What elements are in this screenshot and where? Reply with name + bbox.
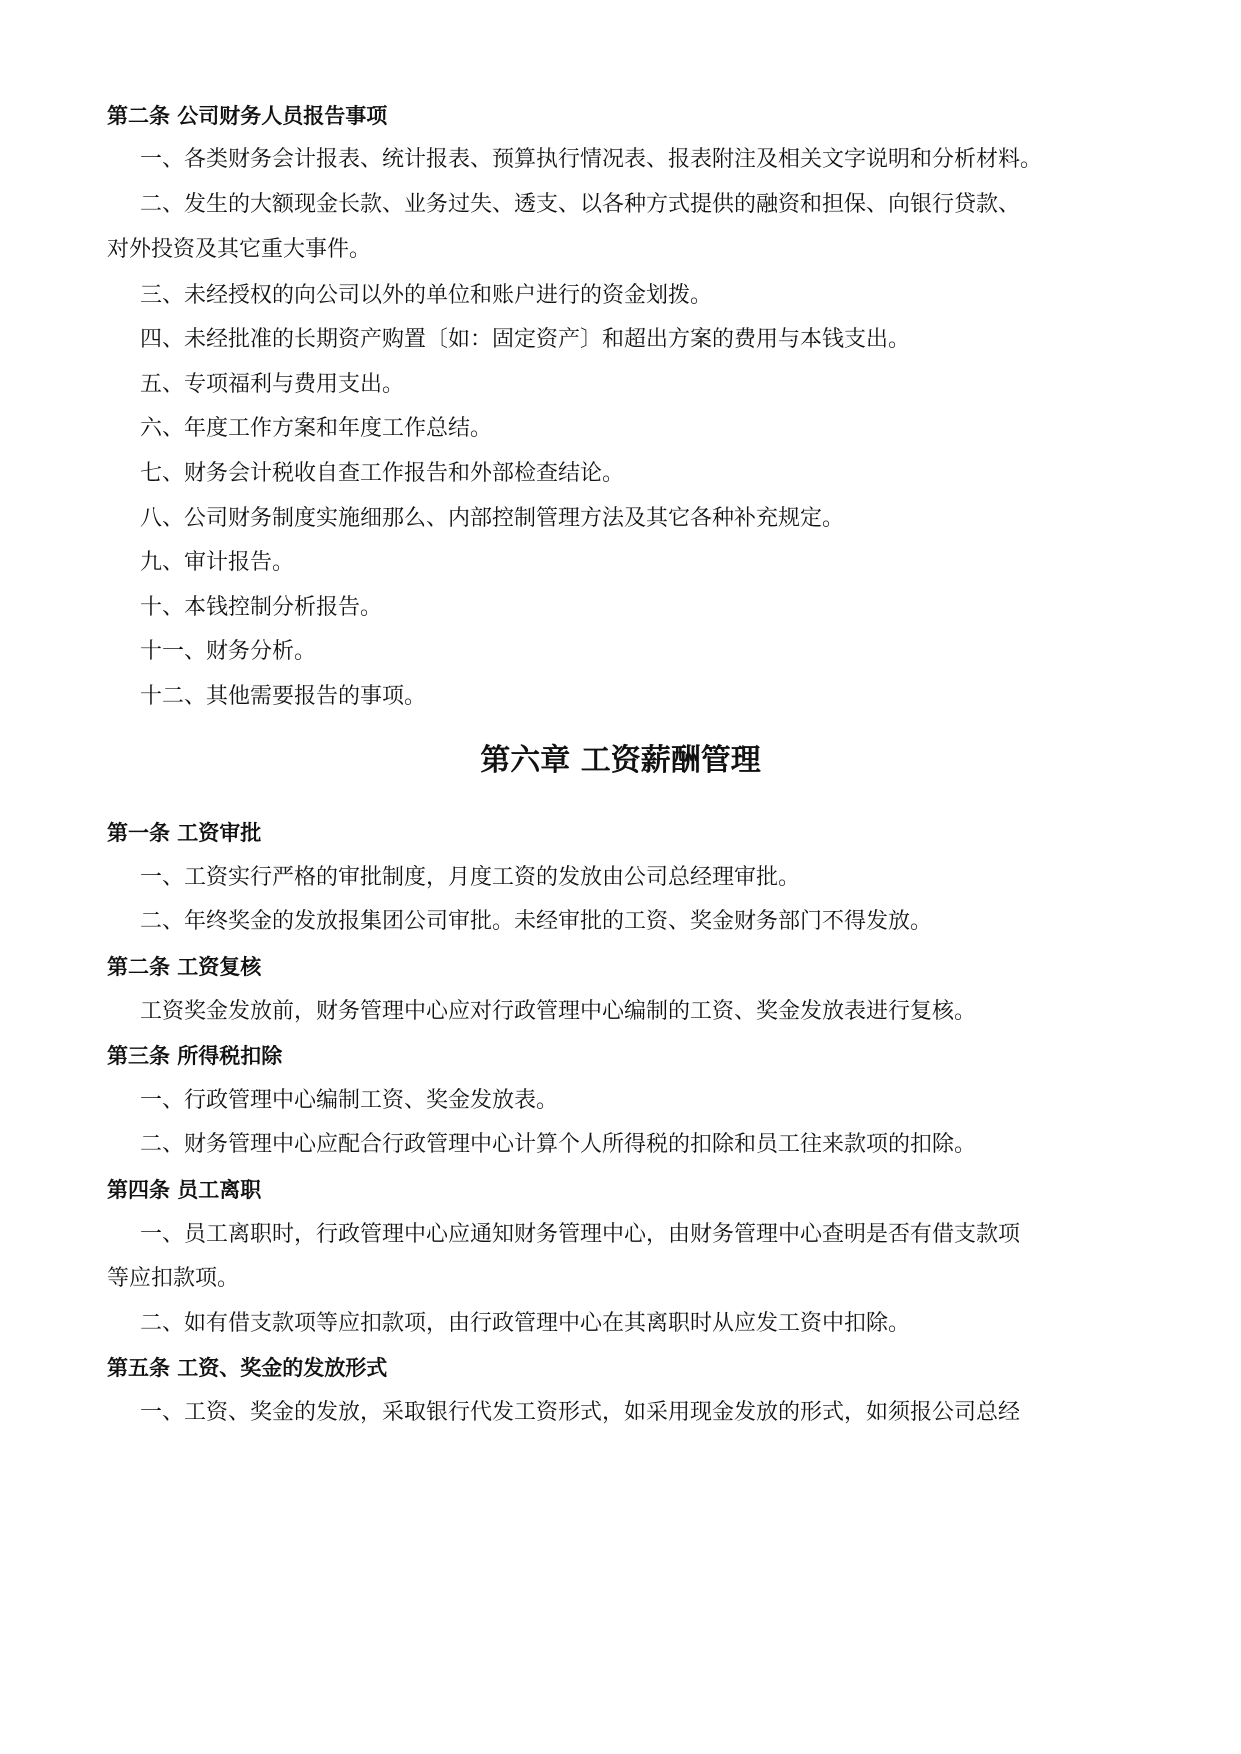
paragraph-item: 八、公司财务制度实施细那么、内部控制管理方法及其它各种补充规定。 [140, 506, 845, 531]
paragraph-item: 九、审计报告。 [140, 550, 295, 575]
paragraph-item: 一、工资、奖金的发放，采取银行代发工资形式，如采用现金发放的形式，如须报公司总经 [140, 1400, 1021, 1425]
paragraph-item: 十、本钱控制分析报告。 [140, 595, 383, 620]
paragraph-item: 二、如有借支款项等应扣款项，由行政管理中心在其离职时从应发工资中扣除。 [140, 1311, 911, 1336]
paragraph-item: 二、发生的大额现金长款、业务过失、透支、以各种方式提供的融资和担保、向银行贷款、 [140, 192, 1021, 217]
article-heading: 第一条 工资审批 [107, 821, 262, 845]
paragraph-continuation: 等应扣款项。 [107, 1266, 240, 1291]
article-heading: 第五条 工资、奖金的发放形式 [107, 1356, 388, 1380]
paragraph-item: 一、行政管理中心编制工资、奖金发放表。 [140, 1088, 559, 1113]
paragraph-item: 一、员工离职时，行政管理中心应通知财务管理中心，由财务管理中心查明是否有借支款项 [140, 1222, 1021, 1247]
paragraph-item: 七、财务会计税收自查工作报告和外部检查结论。 [140, 461, 625, 486]
paragraph-item: 二、财务管理中心应配合行政管理中心计算个人所得税的扣除和员工往来款项的扣除。 [140, 1132, 977, 1157]
paragraph-item: 五、专项福利与费用支出。 [140, 372, 405, 397]
paragraph-item: 十一、财务分析。 [140, 639, 317, 664]
paragraph-item: 工资奖金发放前，财务管理中心应对行政管理中心编制的工资、奖金发放表进行复核。 [140, 999, 977, 1024]
paragraph-item: 四、未经批准的长期资产购置〔如：固定资产〕和超出方案的费用与本钱支出。 [140, 327, 911, 352]
paragraph-item: 二、年终奖金的发放报集团公司审批。未经审批的工资、奖金财务部门不得发放。 [140, 909, 933, 934]
paragraph-continuation: 对外投资及其它重大事件。 [107, 237, 372, 262]
section-heading: 第二条 公司财务人员报告事项 [107, 104, 388, 128]
article-heading: 第二条 工资复核 [107, 955, 262, 979]
paragraph-item: 一、各类财务会计报表、统计报表、预算执行情况表、报表附注及相关文字说明和分析材料。 [140, 147, 1043, 172]
paragraph-item: 十二、其他需要报告的事项。 [140, 684, 427, 709]
paragraph-item: 六、年度工作方案和年度工作总结。 [140, 416, 493, 441]
article-heading: 第四条 员工离职 [107, 1178, 262, 1202]
paragraph-item: 一、工资实行严格的审批制度，月度工资的发放由公司总经理审批。 [140, 865, 801, 890]
paragraph-item: 三、未经授权的向公司以外的单位和账户进行的资金划拨。 [140, 283, 713, 308]
chapter-title: 第六章 工资薪酬管理 [480, 743, 761, 778]
article-heading: 第三条 所得税扣除 [107, 1044, 283, 1068]
